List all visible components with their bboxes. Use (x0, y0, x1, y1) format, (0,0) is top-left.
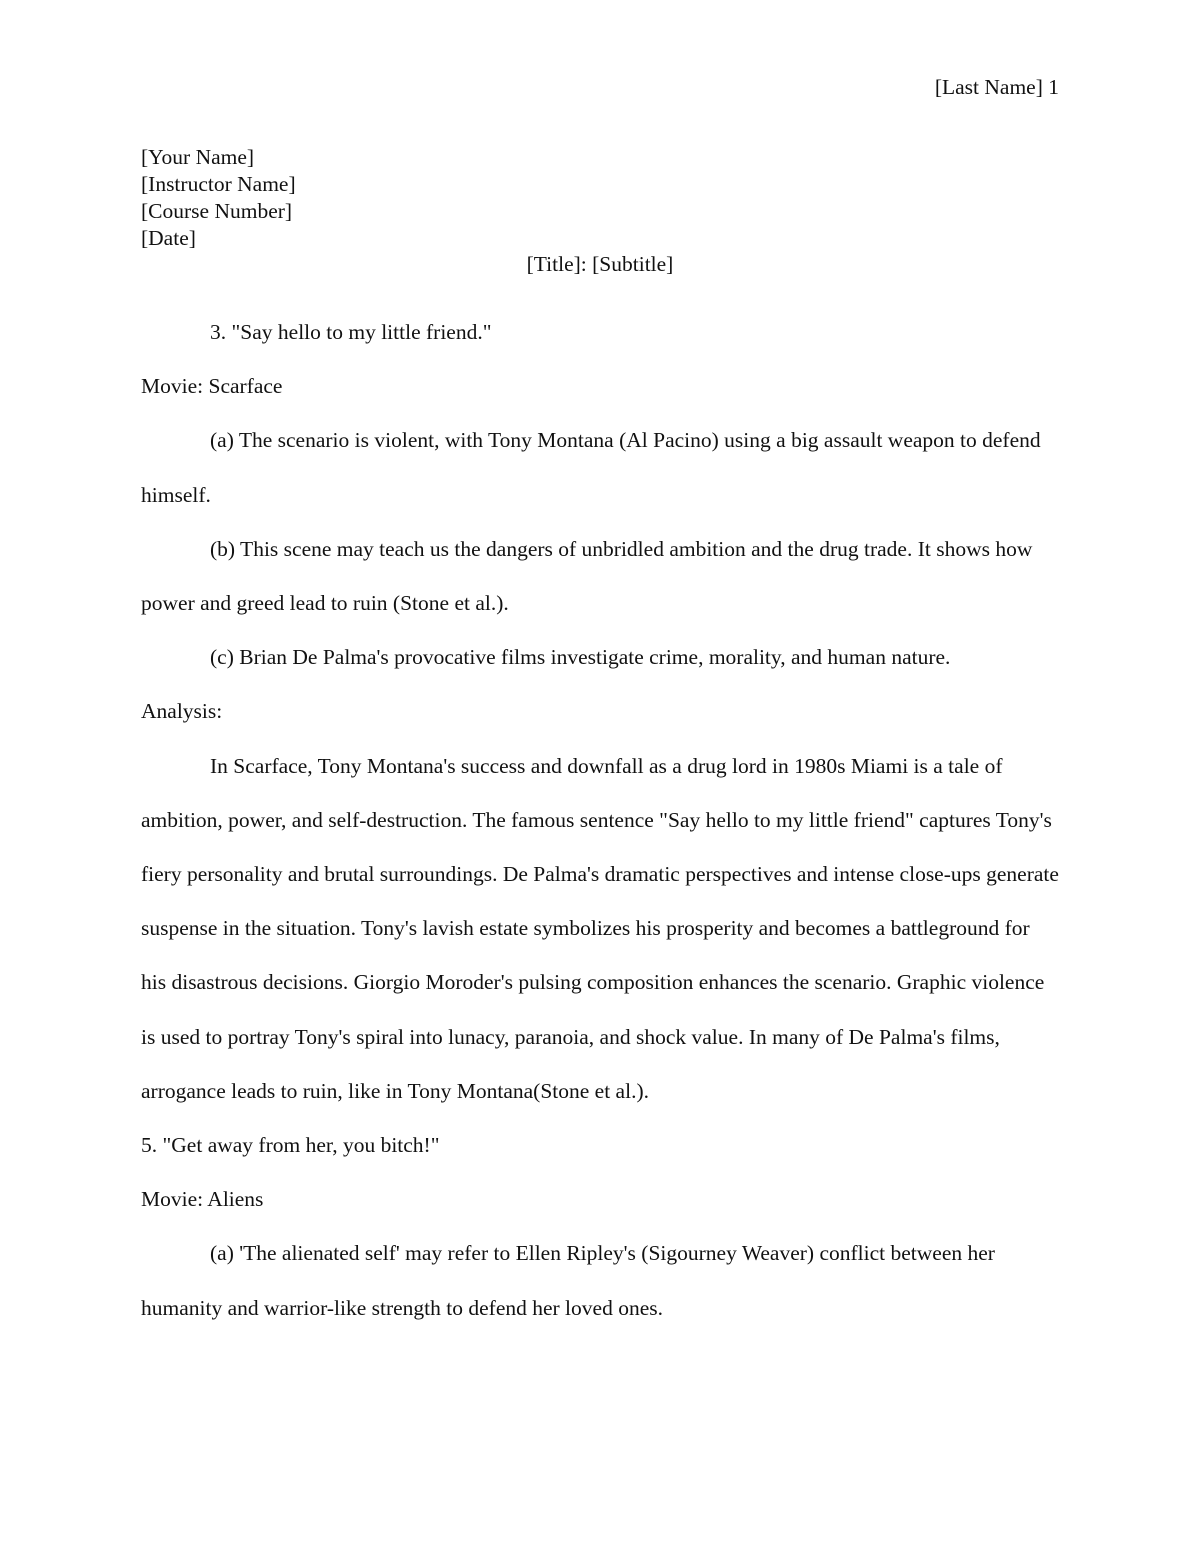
heading-your-name: [Your Name] (141, 145, 255, 169)
heading-date: [Date] (141, 226, 196, 250)
scarface-point-c: (c) Brian De Palma's provocative films investigate crime, morality, and human nature. (210, 645, 951, 670)
scarface-point-b: (b) This scene may teach us the dangers of unbridled ambition and the drug trade. It shows how power and greed lead to ruin (Stone et al.). (141, 536, 1033, 616)
mla-heading-block (141, 144, 296, 252)
movie-aliens-label: Movie: Aliens (141, 1187, 264, 1212)
scarface-point-a: (a) The scenario is violent, with Tony Montana (Al Pacino) using a big assault weapon to defend himself. (141, 428, 1041, 507)
analysis-label: Analysis: (141, 699, 223, 724)
page-header-last-name-page-number: [Last Name] 1 (934, 75, 1059, 99)
quote-3-heading: 3. "Say hello to my little friend." (210, 320, 492, 344)
heading-course-number: [Course Number] (141, 199, 293, 223)
heading-instructor-name: [Instructor Name] (141, 172, 296, 196)
movie-scarface-label: Movie: Scarface (141, 374, 283, 399)
quote-5-heading: 5. "Get away from her, you bitch!" (141, 1133, 440, 1158)
document-body (141, 305, 1059, 1335)
aliens-point-a: (a) 'The alienated self' may refer to Ellen Ripley's (Sigourney Weaver) conflict between her humanity and warrior-like strength to defend her loved ones. (141, 1241, 995, 1320)
scarface-analysis-paragraph: In Scarface, Tony Montana's success and downfall as a drug lord in 1980s Miami is a tale of ambition, power, and self-destruction. The famous sentence "Say hello to my little friend" captures Tony's fiery personality and brutal surroundings. De Palma's dramatic perspectives and intense close-ups generate suspense in the situation. Tony's lavish estate symbolizes his prosperity and becomes a battleground for his disastrous decisions. Giorgio Moroder's pulsing composition enhances the scenario. Graphic violence is used to portray Tony's spiral into lunacy, paranoia, and shock value. In many of De Palma's films, arrogance leads to ruin, like in Tony Montana(Stone et al.). (141, 753, 1059, 1103)
document-title: [Title]: [Subtitle] (526, 252, 674, 276)
